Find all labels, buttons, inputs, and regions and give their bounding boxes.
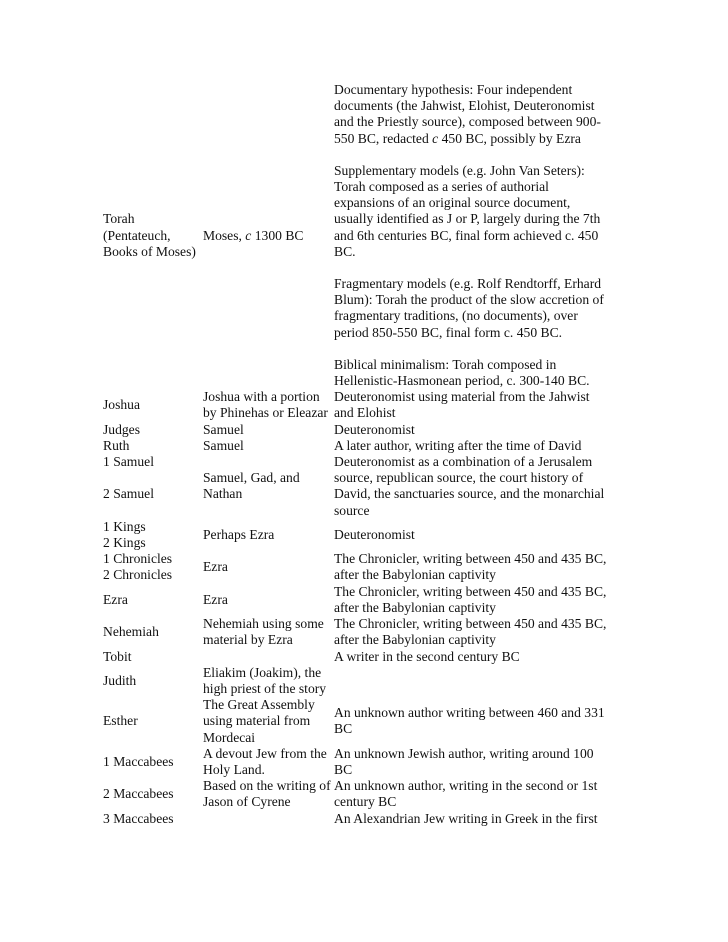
traditional-author-cell bbox=[203, 389, 334, 421]
scholarly-view: A later author, writing after the time of David bbox=[334, 437, 582, 453]
scholarly-view: source bbox=[334, 502, 370, 518]
book-name bbox=[103, 470, 203, 486]
scholarly-view-cell bbox=[334, 584, 624, 616]
book-cell bbox=[103, 438, 203, 454]
traditional-author-cell bbox=[203, 422, 334, 438]
traditional-author: Samuel bbox=[203, 421, 244, 437]
traditional-author-cell bbox=[203, 438, 334, 454]
traditional-author: Nehemiah using some bbox=[203, 616, 324, 632]
book-cell bbox=[103, 519, 203, 551]
table-row bbox=[103, 438, 624, 454]
table-row bbox=[103, 778, 624, 810]
scholarly-view-cell bbox=[334, 697, 624, 746]
biblical-minimalism: Biblical minimalism: Torah composed in Hellenistic-Hasmonean period, c. 300-140 BC. bbox=[334, 356, 590, 389]
scholarly-view: after the Babylonian captivity bbox=[334, 632, 496, 648]
traditional-author: using material from bbox=[203, 713, 311, 729]
book-cell bbox=[103, 811, 203, 827]
traditional-author: Samuel bbox=[203, 437, 244, 453]
traditional-author: The Great Assembly bbox=[203, 697, 315, 713]
book-cell bbox=[103, 665, 203, 697]
scholarly-view-cell bbox=[334, 665, 624, 697]
scholarly-view-cell bbox=[334, 551, 624, 583]
scholarly-view: Deuteronomist using material from the Jahwist bbox=[334, 389, 590, 405]
book-cell bbox=[103, 389, 203, 421]
scholarly-view-cell bbox=[334, 746, 624, 778]
scholarly-view-cell bbox=[334, 778, 624, 810]
traditional-author: high priest of the story bbox=[203, 680, 327, 696]
book-name: 3 Maccabees bbox=[103, 810, 174, 826]
traditional-author: A devout Jew from the bbox=[203, 745, 327, 761]
scholarly-view: century BC bbox=[334, 794, 397, 810]
table-row bbox=[103, 82, 624, 389]
scholarly-view: and Elohist bbox=[334, 405, 396, 421]
traditional-author: Joshua with a portion bbox=[203, 389, 320, 405]
scholarly-view: The Chronicler, writing between 450 and 435 BC, bbox=[334, 616, 607, 632]
traditional-author bbox=[203, 503, 334, 519]
traditional-author-cell bbox=[203, 616, 334, 648]
book-name: 2 Maccabees bbox=[103, 786, 174, 802]
book-cell bbox=[103, 649, 203, 665]
traditional-author-cell bbox=[203, 665, 334, 697]
traditional-author: Moses, c 1300 BC bbox=[203, 227, 304, 243]
book-cell bbox=[103, 616, 203, 648]
traditional-author-cell bbox=[203, 454, 334, 519]
traditional-author bbox=[203, 649, 334, 665]
book-name: Judith bbox=[103, 672, 137, 688]
table-row bbox=[103, 665, 624, 697]
table-row bbox=[103, 616, 624, 648]
traditional-author: Holy Land. bbox=[203, 761, 265, 777]
scholarly-view: An unknown author, writing in the second or 1st bbox=[334, 778, 598, 794]
table-row bbox=[103, 551, 624, 583]
scholarly-view: Deuteronomist as a combination of a Jerusalem bbox=[334, 454, 593, 470]
traditional-author: Based on the writing of bbox=[203, 778, 331, 794]
book-name: 1 Kings bbox=[103, 518, 146, 534]
traditional-author-cell bbox=[203, 811, 334, 827]
book-name: 2 Samuel bbox=[103, 486, 154, 502]
book-name: Books of Moses) bbox=[103, 243, 196, 259]
book-name: Esther bbox=[103, 713, 138, 729]
authorship-table bbox=[103, 82, 624, 827]
book-cell bbox=[103, 778, 203, 810]
scholarly-view-cell bbox=[334, 649, 624, 665]
book-name: Torah bbox=[103, 211, 135, 227]
book-cell bbox=[103, 454, 203, 519]
traditional-author bbox=[203, 811, 334, 827]
traditional-author: material by Ezra bbox=[203, 632, 293, 648]
scholarly-view: An Alexandrian Jew writing in Greek in the first bbox=[334, 810, 598, 826]
traditional-author: Samuel, Gad, and bbox=[203, 470, 300, 486]
book-name: (Pentateuch, bbox=[103, 227, 171, 243]
table-row bbox=[103, 519, 624, 551]
book-cell bbox=[103, 746, 203, 778]
traditional-author: Mordecai bbox=[203, 729, 256, 745]
traditional-author: Ezra bbox=[203, 559, 228, 575]
scholarly-view: The Chronicler, writing between 450 and 435 BC, bbox=[334, 551, 607, 567]
traditional-author: Jason of Cyrene bbox=[203, 794, 291, 810]
fragmentary-models: Fragmentary models (e.g. Rolf Rendtorff, Erhard Blum): Torah the product of the slow accretion of fragmentary traditions, (no documents), over period 850-550 BC, final form c. 450 BC. bbox=[334, 276, 604, 340]
book-name: Ezra bbox=[103, 591, 128, 607]
scholarly-view-cell bbox=[334, 811, 624, 827]
scholarly-view-cell bbox=[334, 422, 624, 438]
book-name: 1 Samuel bbox=[103, 454, 154, 470]
traditional-author-cell bbox=[203, 649, 334, 665]
scholarly-view: after the Babylonian captivity bbox=[334, 567, 496, 583]
scholarly-view: BC bbox=[334, 761, 353, 777]
book-name: 1 Maccabees bbox=[103, 753, 174, 769]
book-name: 2 Kings bbox=[103, 535, 146, 551]
book-cell bbox=[103, 584, 203, 616]
table-row bbox=[103, 746, 624, 778]
book-cell bbox=[103, 422, 203, 438]
scholarly-view: A writer in the second century BC bbox=[334, 648, 520, 664]
table-row bbox=[103, 389, 624, 421]
book-name: 1 Chronicles bbox=[103, 551, 173, 567]
scholarly-view bbox=[334, 673, 624, 689]
traditional-author: Nathan bbox=[203, 486, 243, 502]
table-row bbox=[103, 584, 624, 616]
book-name: Nehemiah bbox=[103, 624, 159, 640]
scholarly-view-cell bbox=[334, 454, 624, 519]
table-row bbox=[103, 422, 624, 438]
table-row bbox=[103, 697, 624, 746]
table-row bbox=[103, 649, 624, 665]
book-name: Ruth bbox=[103, 437, 130, 453]
scholarly-view: source, republican source, the court history of bbox=[334, 470, 584, 486]
scholarly-view: An unknown author writing between 460 and 331 bbox=[334, 705, 605, 721]
book-name: 2 Chronicles bbox=[103, 567, 173, 583]
book-cell bbox=[103, 82, 203, 389]
traditional-author: Ezra bbox=[203, 591, 228, 607]
book-name: Joshua bbox=[103, 397, 141, 413]
book-name: Judges bbox=[103, 421, 141, 437]
scholarly-view: after the Babylonian captivity bbox=[334, 599, 496, 615]
book-cell bbox=[103, 551, 203, 583]
scholarly-view: Deuteronomist bbox=[334, 526, 415, 542]
scholarly-view-cell bbox=[334, 438, 624, 454]
traditional-author-cell bbox=[203, 551, 334, 583]
book-name: Tobit bbox=[103, 648, 132, 664]
scholarly-view-cell bbox=[334, 82, 624, 389]
table-row bbox=[103, 811, 624, 827]
traditional-author: by Phinehas or Eleazar bbox=[203, 405, 328, 421]
table-row bbox=[103, 454, 624, 519]
book-cell bbox=[103, 697, 203, 746]
scholarly-view-cell bbox=[334, 389, 624, 421]
traditional-author-cell bbox=[203, 778, 334, 810]
traditional-author-cell bbox=[203, 584, 334, 616]
documentary-hypothesis: Documentary hypothesis: Four independent documents (the Jahwist, Elohist, Deuteronomist and the Priestly source), composed between 900- 550 BC, redacted c 450 BC, possibly by Ezra bbox=[334, 82, 601, 146]
traditional-author bbox=[203, 454, 334, 470]
scholarly-view: BC bbox=[334, 721, 353, 737]
scholarly-view: David, the sanctuaries source, and the monarchial bbox=[334, 486, 605, 502]
scholarly-view: An unknown Jewish author, writing around 100 bbox=[334, 745, 594, 761]
traditional-author-cell bbox=[203, 697, 334, 746]
traditional-author-cell bbox=[203, 519, 334, 551]
scholarly-view-cell bbox=[334, 616, 624, 648]
traditional-author-cell bbox=[203, 82, 334, 389]
traditional-author: Perhaps Ezra bbox=[203, 526, 275, 542]
book-name bbox=[103, 503, 203, 519]
scholarly-view-cell bbox=[334, 519, 624, 551]
scholarly-view: The Chronicler, writing between 450 and 435 BC, bbox=[334, 583, 607, 599]
scholarly-view: Deuteronomist bbox=[334, 421, 415, 437]
traditional-author: Eliakim (Joakim), the bbox=[203, 664, 322, 680]
traditional-author-cell bbox=[203, 746, 334, 778]
supplementary-models: Supplementary models (e.g. John Van Seters): Torah composed as a series of authorial expansions of an original source document, usually identified as J or P, largely during the 7th and 6th centuries BC, final form achieved c. 450 BC. bbox=[334, 162, 601, 259]
